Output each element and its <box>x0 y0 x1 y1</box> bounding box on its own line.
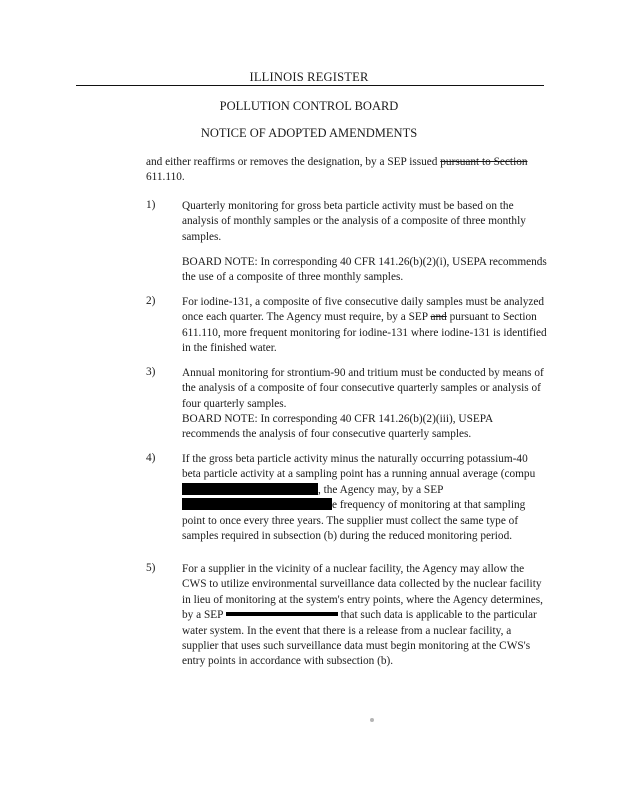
board-name: POLLUTION CONTROL BOARD <box>219 99 399 113</box>
item-2-text-a: For iodine-131, a composite of five consecutive daily samples must be analyzed once each quarter. The Agency must require, by a SEP <box>182 296 545 324</box>
item-3-number: 3) <box>146 366 156 378</box>
header-rule <box>76 85 544 86</box>
intro-text: and either reaffirms or removes the designation, by a SEP issued <box>146 156 441 168</box>
scan-speck <box>370 718 374 722</box>
notice-title: NOTICE OF ADOPTED AMENDMENTS <box>200 126 418 140</box>
item-5-number: 5) <box>146 562 156 574</box>
item-2-struck-text: and <box>430 311 447 324</box>
intro-struck-text: pursuant to Section <box>440 156 528 168</box>
item-5-text-a: For a supplier in the vicinity of a nuclear facility, the Agency may allow the CWS to utilize environmental surveillance data collected by the nuclear facility in lieu of monitoring at the system's entry points, where the Agency determines, by a SEP <box>182 563 543 622</box>
item-2-number: 2) <box>146 295 156 307</box>
item-4-text-a: If the gross beta particle activity minus the naturally occurring potassium-40 beta particle activity at a sampling point has a running annual average (compu <box>182 453 536 481</box>
item-4-text-c: e frequency of monitoring at that sampling point to once every three years. The supplier must collect the same type of samples required in subsection (b) during the reduced monitoring period. <box>182 499 526 543</box>
item-1-text: Quarterly monitoring for gross beta particle activity must be based on the analysis of monthly samples or the analysis of a composite of three monthly samples. <box>182 200 526 243</box>
item-3-board-note: BOARD NOTE: In corresponding 40 CFR 141.26(b)(2)(iii), USEPA recommends the analysis of four consecutive quarterly samples. <box>182 413 493 441</box>
item-4-paragraph <box>182 452 548 544</box>
redaction-block <box>182 483 318 495</box>
item-5-paragraph <box>182 562 548 670</box>
item-4-text-b: , the Agency may, by a SEP <box>318 483 443 496</box>
item-5-text-b: that such data is applicable to the particular water system. In the event that there is a release from a nuclear facility, a supplier that uses such surveillance data must begin monitoring at the CWS's entry points in accordance with subsection (b). <box>182 609 537 668</box>
item-3-text: Annual monitoring for strontium-90 and tritium must be conducted by means of the analysis of a composite of four consecutive quarterly samples or analysis of four quarterly samples. <box>182 367 544 410</box>
intro-paragraph <box>146 155 546 186</box>
item-4-number: 4) <box>146 452 156 464</box>
item-2-text-b: pursuant to Section 611.110, more frequent monitoring for iodine-131 where iodine-131 is identified in the finished water. <box>182 311 547 355</box>
redaction-line <box>226 612 338 616</box>
intro-tail: 611.110. <box>146 171 185 184</box>
register-title: ILLINOIS REGISTER <box>249 70 369 84</box>
redaction-block <box>182 498 332 510</box>
item-2-paragraph <box>182 295 548 357</box>
item-1-number: 1) <box>146 199 156 211</box>
item-1-board-note: BOARD NOTE: In corresponding 40 CFR 141.26(b)(2)(i), USEPA recommends the use of a composite of three monthly samples. <box>182 256 547 284</box>
